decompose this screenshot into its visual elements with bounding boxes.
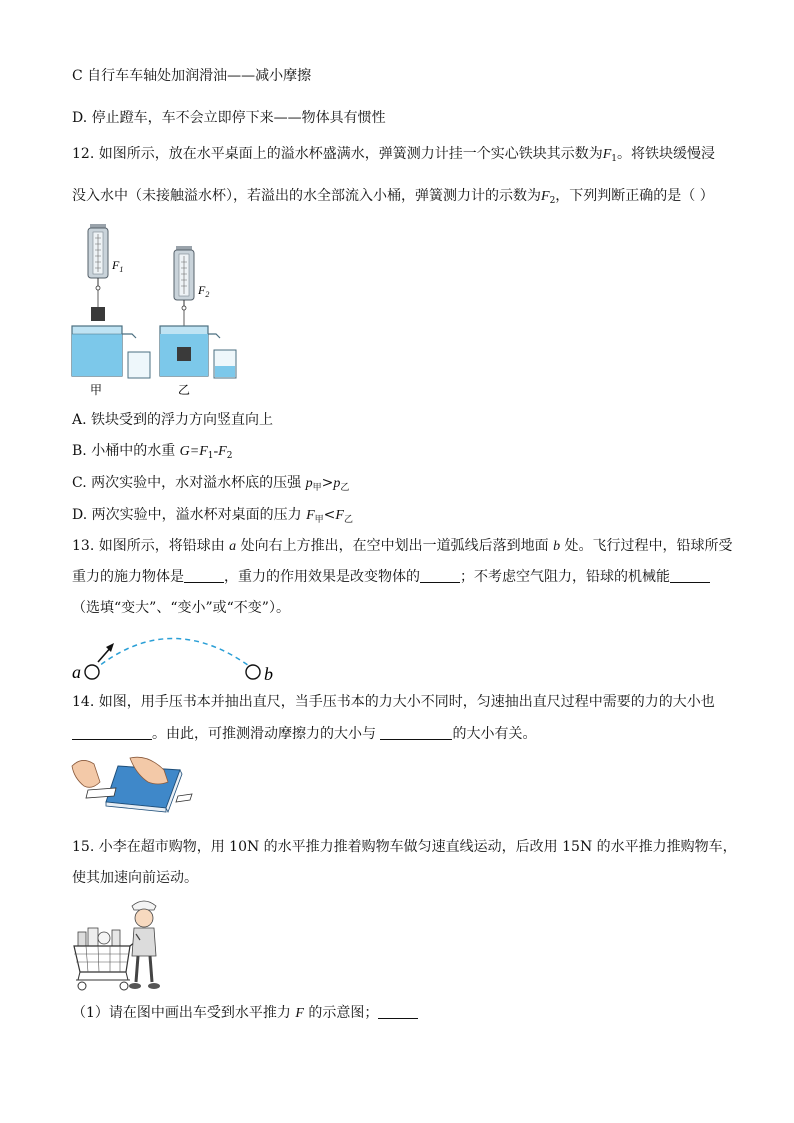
q12-optb-text: B. 小桶中的水重 (72, 443, 180, 459)
q13-var-b: b (553, 539, 561, 554)
label-f2: $F_2$ (198, 283, 210, 299)
q12-optb-formula: -F (213, 444, 227, 459)
overflow-cup-diagram (70, 222, 250, 402)
shopping-cart-diagram (70, 894, 170, 994)
q12-stem-line2 (72, 186, 714, 211)
q13-figure (70, 622, 280, 686)
q14-stem-line2 (72, 724, 536, 744)
q12-optb-sub: 2 (226, 451, 233, 461)
prev-option-c: C 自行车车轴处加润滑油——减小摩擦 (72, 68, 312, 84)
q12-optd-sub: 甲 (314, 515, 324, 525)
q13-text: 重力的施力物体是 (72, 569, 184, 585)
q12-optc-sub: 乙 (340, 483, 350, 493)
person-icon (129, 901, 160, 989)
shot-put-trajectory (70, 622, 280, 686)
answer-blank[interactable] (420, 568, 460, 583)
q14-stem-line1: 14. 如图，用手压书本并抽出直尺，当手压书本的力大小不同时，匀速抽出直尺过程中需要的力的大小也 (72, 694, 715, 710)
q12-optd-text: D. 两次实验中，溢水杯对桌面的压力 (72, 507, 307, 523)
q15-figure (70, 894, 170, 994)
q13-text: ，重力的作用效果是改变物体的 (224, 569, 420, 585)
answer-blank[interactable] (380, 725, 452, 740)
answer-blank[interactable] (72, 725, 152, 740)
small-bucket-1 (128, 352, 150, 378)
q14-text: 。由此，可推测滑动摩擦力的大小与 (152, 726, 381, 742)
cart-icon (74, 938, 140, 990)
q13-text: ；不考虑空气阻力，铅球的机械能 (460, 569, 670, 585)
q15-var-f: F (295, 1006, 304, 1021)
q12-optc-sub: 甲 (312, 483, 322, 493)
q15-stem-line1: 15. 小李在超市购物，用 10N 的水平推力推着购物车做匀速直线运动，后改用 15N 的水平推力推购物车， (72, 839, 737, 855)
label-f1: $F_1$ (112, 258, 124, 274)
q13-stem-line3: （选填“变大”、“变小”或“不变”）。 (72, 600, 290, 616)
q14-figure (70, 752, 200, 814)
q15-sub1-text: （1）请在图中画出车受到水平推力 (72, 1005, 296, 1021)
label-b: b (264, 664, 273, 684)
q12-optd-var: F (306, 508, 315, 523)
small-bucket-2 (214, 350, 236, 378)
q15-stem-line2: 使其加速向前运动。 (72, 870, 198, 886)
q12-var-f2-sub: 2 (549, 196, 556, 206)
q13-text: 处。飞行过程中，铅球所受 (560, 538, 733, 554)
q12-text: 。将铁块缓慢浸 (617, 146, 716, 162)
q12-optc-text: C. 两次实验中，水对溢水杯底的压强 (72, 475, 306, 491)
hand-left-icon (72, 760, 100, 787)
q12-optb-formula: G=F (179, 444, 208, 459)
q12-option-a: A. 铁块受到的浮力方向竖直向上 (72, 412, 274, 428)
spring-scale-1 (88, 224, 108, 321)
label-a: a (72, 662, 81, 682)
q12-optb-sub: 1 (207, 451, 214, 461)
answer-blank[interactable] (670, 568, 710, 583)
overflow-cup-1 (72, 326, 136, 376)
q12-optd-sub: 乙 (343, 515, 353, 525)
q12-optc-var: p (333, 476, 341, 491)
q13-stem-line2 (72, 567, 710, 587)
q12-figure (70, 222, 250, 402)
label-jia: 甲 (90, 383, 103, 397)
q15-sub1-text: 的示意图； (303, 1005, 379, 1021)
answer-blank[interactable] (378, 1004, 418, 1019)
q12-var-f1-sub: 1 (611, 154, 618, 164)
q12-var-f2: F (541, 189, 550, 204)
q12-option-c (72, 473, 349, 498)
q12-text: 12. 如图所示，放在水平桌面上的溢水杯盛满水，弹簧测力计挂一个实心铁块其示数为 (72, 146, 603, 162)
q13-text: 处向右上方推出，在空中划出一道弧线后落到地面 (236, 538, 554, 554)
q13-var-a: a (229, 539, 237, 554)
book-ruler-diagram (70, 752, 200, 814)
q12-var-f1: F (602, 147, 612, 162)
ball-a (85, 665, 99, 679)
q13-stem-line1 (72, 536, 733, 557)
prev-option-d: D. 停止蹬车，车不会立即停下来——物体具有惯性 (72, 110, 386, 126)
q15-sub1 (72, 1003, 418, 1024)
q12-stem-line1 (72, 144, 715, 169)
answer-blank[interactable] (184, 568, 224, 583)
q12-optc-op: > (321, 475, 334, 491)
label-yi: 乙 (178, 383, 191, 397)
q12-option-d (72, 505, 353, 530)
q12-optd-var: F (335, 508, 344, 523)
q12-optd-op: < (323, 507, 336, 523)
q12-text: 没入水中（未接触溢水杯），若溢出的水全部流入小桶，弹簧测力计的示数为 (72, 188, 541, 204)
overflow-cup-2 (160, 326, 220, 376)
q12-text: ，下列判断正确的是（ ） (555, 188, 714, 204)
ball-b (246, 665, 260, 679)
q12-option-b (72, 441, 232, 466)
q14-text: 的大小有关。 (452, 726, 537, 742)
q13-text: 13. 如图所示，将铅球由 (72, 538, 230, 554)
q12-optc-var: p (305, 476, 313, 491)
